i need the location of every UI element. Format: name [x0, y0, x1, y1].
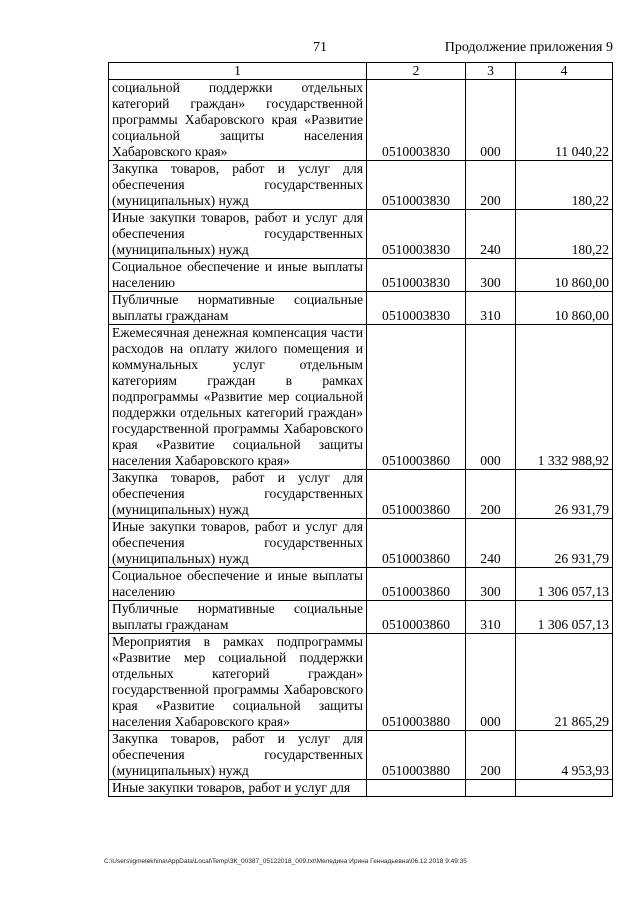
- row-code: 0510003880: [367, 731, 466, 780]
- table-row: [109, 634, 613, 731]
- table-row: [109, 731, 613, 780]
- row-code: 0510003860: [367, 568, 466, 601]
- row-sum: 11 040,22: [516, 80, 613, 161]
- row-type: [466, 780, 516, 797]
- row-type: 300: [466, 259, 516, 292]
- row-type: 000: [466, 634, 516, 731]
- column-header: 4: [516, 63, 613, 80]
- row-code: 0510003880: [367, 634, 466, 731]
- table-row: [109, 601, 613, 634]
- table-row: [109, 325, 613, 470]
- table-row: [109, 519, 613, 568]
- table-row: [109, 568, 613, 601]
- row-sum: 26 931,79: [516, 519, 613, 568]
- row-code: 0510003860: [367, 601, 466, 634]
- row-sum: 180,22: [516, 161, 613, 210]
- row-sum: 1 332 988,92: [516, 325, 613, 470]
- budget-table: [108, 62, 613, 797]
- row-type: 000: [466, 325, 516, 470]
- row-sum: 10 860,00: [516, 292, 613, 325]
- table-row: [109, 161, 613, 210]
- row-code: 0510003860: [367, 519, 466, 568]
- row-type: 310: [466, 292, 516, 325]
- row-type: 240: [466, 210, 516, 259]
- row-type: 240: [466, 519, 516, 568]
- table-row: [109, 292, 613, 325]
- row-sum: 180,22: [516, 210, 613, 259]
- table-row: [109, 470, 613, 519]
- row-name: Ежемесячная денежная компенсация части расходов на оплату жилого помещения и коммунальных услуг отдельным категориям граждан в рамках подпрограммы «Развитие мер социальной поддержки отдельных категорий граждан» государственной программы Хабаровского края «Развитие социальной защиты населения Хабаровского края»: [109, 325, 367, 470]
- column-header: 1: [109, 63, 367, 80]
- column-header: 3: [466, 63, 516, 80]
- row-sum: 1 306 057,13: [516, 568, 613, 601]
- row-name: Закупка товаров, работ и услуг для обеспечения государственных (муниципальных) нужд: [109, 161, 367, 210]
- table-header-row: [109, 63, 613, 80]
- row-name: Социальное обеспечение и иные выплаты населению: [109, 568, 367, 601]
- row-code: 0510003830: [367, 259, 466, 292]
- row-code: 0510003830: [367, 292, 466, 325]
- row-code: 0510003830: [367, 210, 466, 259]
- row-code: 0510003860: [367, 470, 466, 519]
- row-name: социальной поддержки отдельных категорий граждан» государственной программы Хабаровского края «Развитие социальной защиты населения Хабаровского края»: [109, 80, 367, 161]
- table-row: [109, 80, 613, 161]
- row-name: Закупка товаров, работ и услуг для обеспечения государственных (муниципальных) нужд: [109, 731, 367, 780]
- row-code: 0510003830: [367, 80, 466, 161]
- table-row: [109, 210, 613, 259]
- row-name: Закупка товаров, работ и услуг для обеспечения государственных (муниципальных) нужд: [109, 470, 367, 519]
- row-code: [367, 780, 466, 797]
- table-row: [109, 259, 613, 292]
- row-sum: 26 931,79: [516, 470, 613, 519]
- row-type: 300: [466, 568, 516, 601]
- row-name: Публичные нормативные социальные выплаты гражданам: [109, 601, 367, 634]
- row-type: 310: [466, 601, 516, 634]
- row-name: Иные закупки товаров, работ и услуг для обеспечения государственных (муниципальных) нужд: [109, 519, 367, 568]
- row-type: 200: [466, 470, 516, 519]
- row-sum: 1 306 057,13: [516, 601, 613, 634]
- row-name: Публичные нормативные социальные выплаты гражданам: [109, 292, 367, 325]
- table-row: [109, 780, 613, 797]
- row-name: Мероприятия в рамках подпрограммы «Развитие мер социальной поддержки отдельных категорий граждан» государственной программы Хабаровского края «Развитие социальной защиты населения Хабаровского края»: [109, 634, 367, 731]
- continuation-label: Продолжение приложения 9: [444, 40, 613, 55]
- row-name: Иные закупки товаров, работ и услуг для обеспечения государственных (муниципальных) нужд: [109, 210, 367, 259]
- row-sum: [516, 780, 613, 797]
- row-type: 200: [466, 161, 516, 210]
- row-type: 000: [466, 80, 516, 161]
- row-name: Иные закупки товаров, работ и услуг для: [109, 780, 367, 797]
- row-sum: 4 953,93: [516, 731, 613, 780]
- row-name: Социальное обеспечение и иные выплаты населению: [109, 259, 367, 292]
- row-code: 0510003860: [367, 325, 466, 470]
- page-number: 71: [313, 40, 327, 55]
- row-sum: 21 865,29: [516, 634, 613, 731]
- row-sum: 10 860,00: [516, 259, 613, 292]
- footer-file-path: C:\Users\igmelekhina\AppData\Local\Temp\ЗК_00387_05122018_009.txt\Меледина Ирина Геннадьевна\06.12.2018 9:49:35: [104, 858, 467, 865]
- row-code: 0510003830: [367, 161, 466, 210]
- column-header: 2: [367, 63, 466, 80]
- row-type: 200: [466, 731, 516, 780]
